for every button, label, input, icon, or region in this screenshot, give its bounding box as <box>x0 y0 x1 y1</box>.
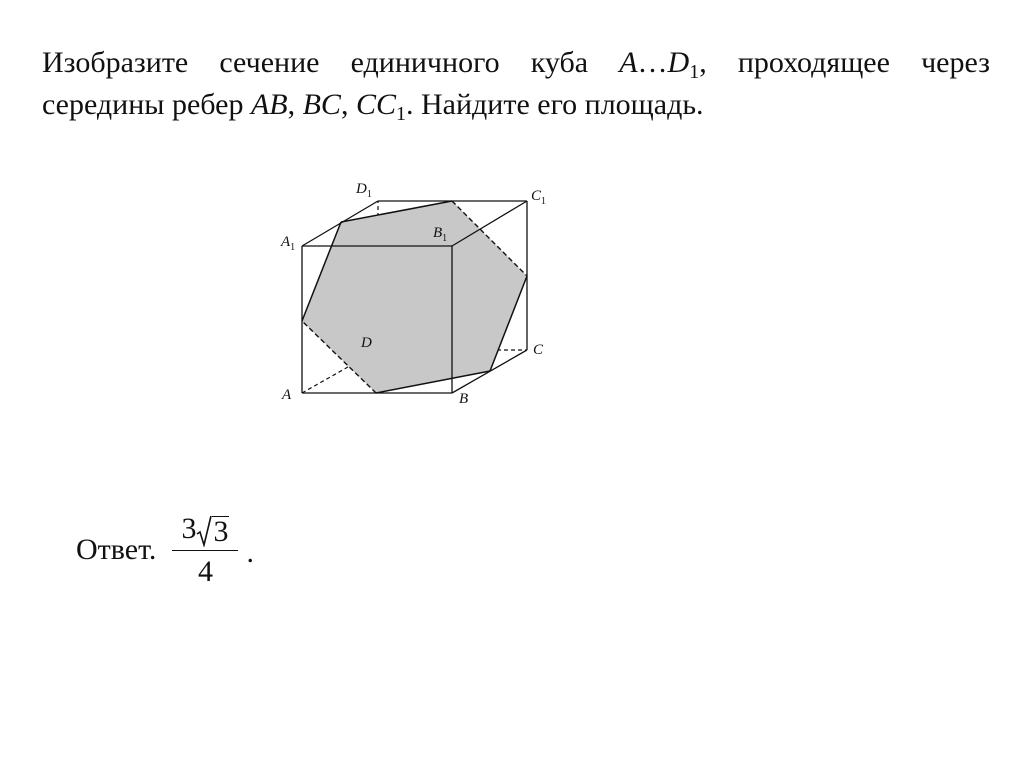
label-a1: $A_1$ <box>281 234 296 253</box>
fraction-numerator <box>177 511 233 547</box>
answer-fraction <box>172 511 238 591</box>
problem-text <box>42 42 990 126</box>
problem-line-1 <box>42 42 990 84</box>
radicand: 3 <box>213 515 229 548</box>
label-d1: $D_1$ <box>356 181 372 200</box>
label-b1: $B_1$ <box>433 225 448 244</box>
answer-period: . <box>246 536 254 569</box>
edge-cc1: CC <box>355 88 396 121</box>
problem-part-1: Изобразите сечение единичного куба <box>42 46 620 79</box>
separator-2: , <box>340 88 356 121</box>
numerator-coefficient: 3 <box>181 512 197 545</box>
problem-part-3: середины ребер <box>42 88 251 121</box>
edge-cc1-sub: 1 <box>395 103 406 125</box>
cube-start-vertex: A <box>619 46 638 79</box>
label-b: B <box>459 391 469 407</box>
edge-ab: AB <box>250 88 288 121</box>
problem-part-2: , проходящее через <box>699 46 990 79</box>
cube-end-vertex-sub: 1 <box>689 61 700 83</box>
radical-sign-icon <box>196 515 212 547</box>
cube-section-diagram <box>272 172 592 412</box>
problem-line-2 <box>42 84 990 126</box>
square-root <box>196 515 229 547</box>
label-a: A <box>282 387 292 403</box>
answer-label: Ответ. <box>76 533 157 566</box>
fraction-denominator: 4 <box>197 555 213 588</box>
problem-part-4: . Найдите его площадь. <box>405 88 704 121</box>
edge-bc: BC <box>302 88 341 121</box>
answer <box>76 505 254 595</box>
separator-1: , <box>287 88 303 121</box>
fraction-bar <box>172 550 238 551</box>
ellipsis: … <box>637 46 668 79</box>
label-c: C <box>533 342 544 358</box>
label-c1: $C_1$ <box>531 188 547 207</box>
cube-end-vertex: D <box>667 46 690 79</box>
label-d: D <box>361 335 372 351</box>
